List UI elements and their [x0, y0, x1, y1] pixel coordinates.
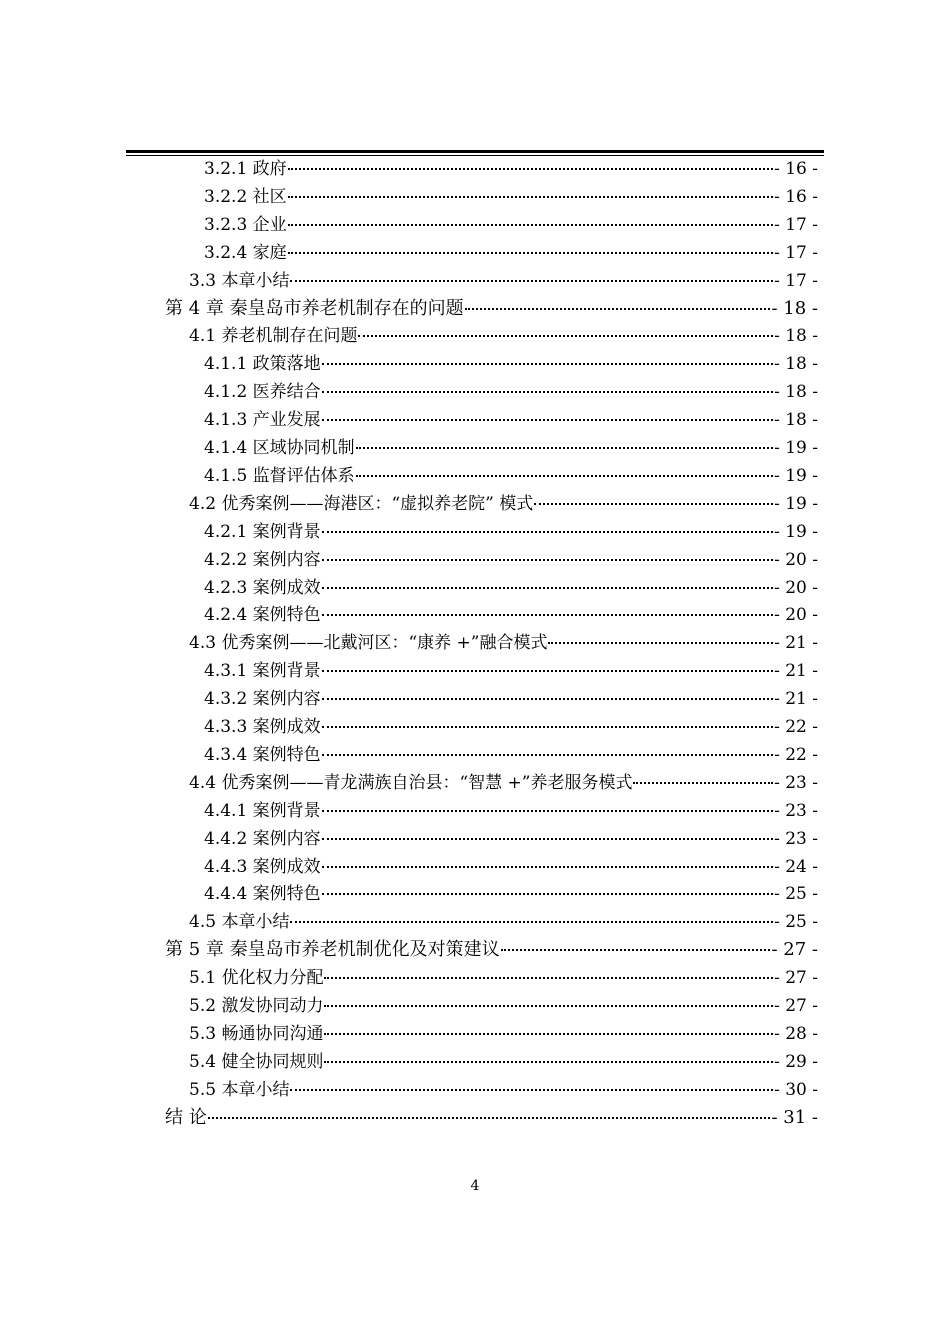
toc-entry-page: - 25 - [774, 884, 818, 905]
toc-leader-dots [322, 558, 773, 561]
toc-entry-title: 4.3.3 案例成效 [204, 717, 321, 737]
toc-entry-page: - 27 - [774, 968, 818, 989]
toc-leader-dots [208, 1116, 771, 1119]
toc-entry-page: - 16 - [774, 186, 818, 207]
toc-leader-dots [548, 641, 773, 644]
toc-entry-page: - 18 - [774, 354, 818, 375]
toc-entry-page: - 17 - [774, 270, 818, 291]
toc-entry[interactable] [189, 769, 818, 797]
toc-entry-title: 4.1.3 产业发展 [204, 410, 321, 431]
toc-entry-title: 4.1.2 医养结合 [204, 382, 321, 403]
toc-leader-dots [322, 390, 773, 393]
toc-leader-dots [324, 1004, 773, 1007]
toc-entry-title: 4.2.3 案例成效 [204, 577, 321, 598]
toc-entry-page: - 28 - [774, 1023, 818, 1044]
toc-entry-title: 第 5 章 秦皇岛市养老机制优化及对策建议 [165, 939, 500, 961]
toc-entry-page: - 20 - [774, 605, 818, 626]
toc-entry[interactable] [204, 518, 818, 546]
toc-entry[interactable] [204, 741, 818, 769]
toc-entry[interactable] [204, 406, 818, 434]
toc-entry[interactable] [204, 434, 818, 462]
toc-entry-title: 4.5 本章小结 [189, 912, 290, 933]
toc-entry-page: - 27 - [774, 996, 818, 1016]
toc-entry-title: 4.3 优秀案例——北戴河区：“康养 +”融合模式 [189, 633, 548, 654]
toc-entry-page: - 21 - [774, 689, 818, 710]
toc-leader-dots [322, 697, 773, 700]
toc-entry-page: - 25 - [774, 912, 818, 933]
toc-leader-dots [322, 865, 773, 868]
toc-leader-dots [633, 781, 773, 784]
toc-entry-title: 4.4 优秀案例——青龙满族自治县：“智慧 +”养老服务模式 [189, 772, 633, 793]
toc-entry-title: 5.1 优化权力分配 [189, 968, 324, 989]
toc-leader-dots [322, 613, 773, 616]
toc-entry-page: - 27 - [771, 939, 818, 961]
toc-entry[interactable] [189, 490, 818, 518]
toc-entry-page: - 17 - [774, 214, 818, 235]
toc-entry-page: - 31 - [771, 1106, 818, 1128]
toc-entry[interactable] [189, 908, 818, 936]
toc-entry[interactable] [204, 462, 818, 490]
toc-entry[interactable] [204, 825, 818, 853]
toc-entry[interactable] [204, 713, 818, 741]
toc-leader-dots [322, 530, 773, 533]
toc-entry[interactable] [165, 1104, 818, 1132]
toc-entry-title: 5.4 健全协同规则 [189, 1051, 324, 1072]
toc-entry[interactable] [204, 685, 818, 713]
toc-leader-dots [290, 1088, 773, 1091]
toc-entry[interactable] [204, 574, 818, 602]
toc-leader-dots [358, 334, 773, 337]
toc-entry-page: - 19 - [774, 493, 818, 514]
toc-entry[interactable] [204, 546, 818, 574]
toc-entry-title: 4.4.3 案例成效 [204, 856, 321, 877]
toc-entry[interactable] [189, 629, 818, 657]
toc-entry-title: 4.2 优秀案例——海港区：“虚拟养老院” 模式 [189, 493, 534, 514]
toc-entry-page: - 19 - [774, 521, 818, 542]
toc-leader-dots [290, 920, 773, 923]
toc-leader-dots [324, 1032, 773, 1035]
toc-entry-title: 4.2.4 案例特色 [204, 605, 321, 626]
toc-entry-page: - 22 - [774, 717, 818, 737]
toc-entry-title: 4.4.1 案例背景 [204, 800, 321, 821]
toc-leader-dots [324, 1060, 773, 1063]
toc-entry[interactable] [204, 239, 818, 267]
toc-entry-title: 4.3.1 案例背景 [204, 661, 321, 682]
toc-entry-title: 第 4 章 秦皇岛市养老机制存在的问题 [165, 297, 464, 319]
toc-leader-dots [322, 837, 773, 840]
toc-entry[interactable] [204, 797, 818, 825]
toc-entry[interactable] [204, 378, 818, 406]
toc-leader-dots [322, 669, 773, 672]
header-rule-thick [126, 150, 824, 153]
toc-entry[interactable] [204, 853, 818, 881]
toc-leader-dots [288, 223, 773, 226]
toc-entry-title: 3.2.2 社区 [204, 186, 287, 207]
toc-entry[interactable] [204, 155, 818, 183]
toc-leader-dots [322, 725, 773, 728]
toc-leader-dots [356, 474, 773, 477]
toc-leader-dots [324, 976, 773, 979]
toc-entry-title: 3.3 本章小结 [189, 270, 290, 291]
toc-entry-title: 4.2.1 案例背景 [204, 521, 321, 542]
toc-entry[interactable] [189, 1020, 818, 1048]
toc-entry-title: 4.1 养老机制存在问题 [189, 326, 358, 347]
toc-entry[interactable] [204, 211, 818, 239]
toc-entry-page: - 23 - [774, 772, 818, 793]
toc-entry-page: - 19 - [774, 465, 818, 486]
toc-entry-title: 5.5 本章小结 [189, 1079, 290, 1100]
toc-entry-page: - 21 - [774, 633, 818, 654]
toc-entry-page: - 16 - [774, 159, 818, 179]
toc-entry-title: 5.3 畅通协同沟通 [189, 1023, 324, 1044]
toc-entry[interactable] [189, 992, 818, 1020]
toc-leader-dots [288, 167, 773, 170]
toc-leader-dots [288, 195, 773, 198]
toc-entry[interactable] [204, 880, 818, 908]
toc-entry-title: 4.3.4 案例特色 [204, 744, 321, 765]
toc-entry[interactable] [189, 964, 818, 992]
toc-leader-dots [322, 362, 773, 365]
toc-leader-dots [322, 753, 773, 756]
toc-entry-page: - 18 - [774, 382, 818, 403]
toc-entry-page: - 23 - [774, 828, 818, 849]
toc-entry[interactable] [204, 601, 818, 629]
toc-entry-title: 4.3.2 案例内容 [204, 689, 321, 710]
toc-entry-title: 结 论 [165, 1106, 207, 1128]
toc-entry-page: - 24 - [774, 856, 818, 877]
toc-leader-dots [290, 279, 773, 282]
toc-entry-title: 3.2.1 政府 [204, 159, 287, 179]
toc-leader-dots [288, 251, 773, 254]
toc-entry[interactable] [189, 1076, 818, 1104]
toc-entry-page: - 20 - [774, 549, 818, 570]
toc-entry-title: 4.1.1 政策落地 [204, 354, 321, 375]
toc-entry-title: 4.2.2 案例内容 [204, 549, 321, 570]
toc-entry-title: 4.1.5 监督评估体系 [204, 465, 355, 486]
toc-entry-title: 3.2.4 家庭 [204, 242, 287, 263]
toc-leader-dots [322, 418, 773, 421]
toc-entry-page: - 23 - [774, 800, 818, 821]
toc-entry[interactable] [189, 322, 818, 350]
toc-leader-dots [465, 307, 771, 310]
toc-entry-page: - 29 - [774, 1051, 818, 1072]
toc-entry[interactable] [189, 267, 818, 295]
toc-entry-title: 4.1.4 区域协同机制 [204, 438, 355, 458]
toc-entry[interactable] [189, 1048, 818, 1076]
toc-leader-dots [322, 892, 773, 895]
toc-entry-title: 3.2.3 企业 [204, 214, 287, 235]
toc-leader-dots [322, 809, 773, 812]
toc-entry[interactable] [165, 295, 818, 323]
toc-entry-page: - 19 - [774, 438, 818, 458]
toc-entry-page: - 17 - [774, 242, 818, 263]
page-number: 4 [470, 1178, 480, 1194]
toc-entry[interactable] [165, 936, 818, 964]
toc-entry-page: - 21 - [774, 661, 818, 682]
toc-entry[interactable] [204, 183, 818, 211]
toc-leader-dots [322, 586, 773, 589]
toc-entry-page: - 18 - [774, 410, 818, 431]
toc-leader-dots [501, 948, 771, 951]
toc-leader-dots [356, 446, 773, 449]
toc-entry-title: 4.4.4 案例特色 [204, 884, 321, 905]
toc-entry-page: - 18 - [774, 326, 818, 347]
toc-entry-page: - 18 - [771, 297, 818, 319]
toc-leader-dots [534, 502, 773, 505]
toc-entry[interactable] [204, 350, 818, 378]
toc-entry-title: 5.2 激发协同动力 [189, 996, 324, 1016]
toc-entry-title: 4.4.2 案例内容 [204, 828, 321, 849]
toc-entry-page: - 22 - [774, 744, 818, 765]
toc-entry-page: - 30 - [774, 1079, 818, 1100]
toc-entry[interactable] [204, 657, 818, 685]
toc-entry-page: - 20 - [774, 577, 818, 598]
